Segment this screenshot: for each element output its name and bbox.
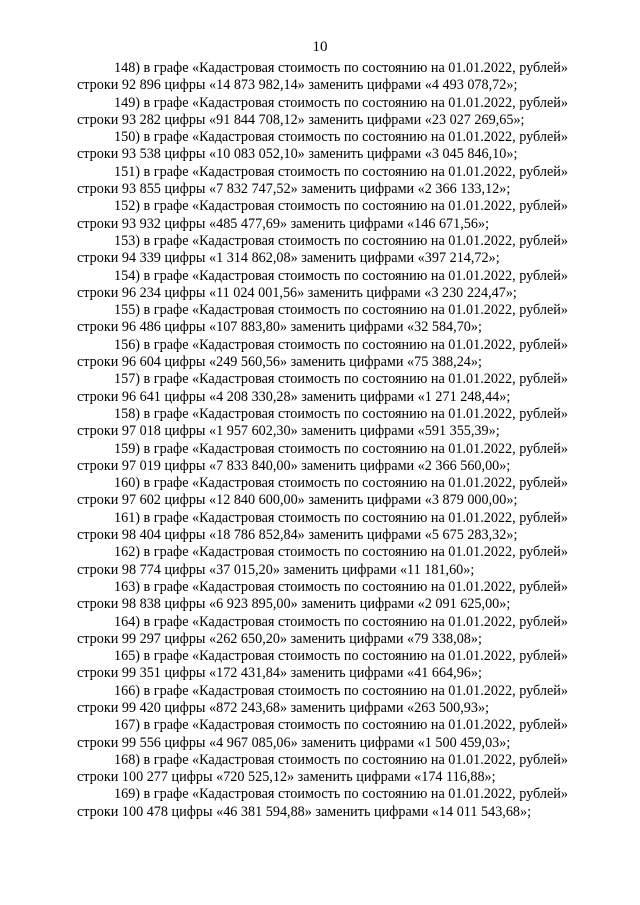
list-item bbox=[77, 337, 607, 372]
item-line-second: строки 99 351 цифры «172 431,84» заменить цифрами «41 664,96»; bbox=[77, 665, 482, 682]
item-line-second: строки 98 404 цифры «18 786 852,84» заменить цифрами «5 675 283,32»; bbox=[77, 527, 518, 544]
item-line-second: строки 99 556 цифры «4 967 085,06» заменить цифрами «1 500 459,03»; bbox=[77, 734, 511, 751]
list-item bbox=[77, 164, 607, 199]
item-line-first: 169) в графе «Кадастровая стоимость по состоянию на 01.01.2022, рублей» bbox=[114, 786, 568, 803]
item-line-first: 151) в графе «Кадастровая стоимость по состоянию на 01.01.2022, рублей» bbox=[114, 163, 568, 180]
list-item bbox=[77, 510, 607, 545]
item-line-second: строки 99 297 цифры «262 650,20» заменить цифрами «79 338,08»; bbox=[77, 630, 482, 647]
list-item bbox=[77, 371, 607, 406]
item-line-second: строки 96 486 цифры «107 883,80» заменить цифрами «32 584,70»; bbox=[77, 319, 482, 336]
list-item bbox=[77, 683, 607, 718]
item-line-first: 168) в графе «Кадастровая стоимость по состоянию на 01.01.2022, рублей» bbox=[114, 751, 568, 768]
item-line-second: строки 93 282 цифры «91 844 708,12» заменить цифрами «23 027 269,65»; bbox=[77, 111, 525, 128]
item-line-first: 159) в графе «Кадастровая стоимость по состоянию на 01.01.2022, рублей» bbox=[114, 440, 568, 457]
item-line-first: 166) в графе «Кадастровая стоимость по состоянию на 01.01.2022, рублей» bbox=[114, 682, 568, 699]
list-item bbox=[77, 579, 607, 614]
list-item bbox=[77, 475, 607, 510]
item-line-first: 160) в графе «Кадастровая стоимость по состоянию на 01.01.2022, рублей» bbox=[114, 475, 568, 492]
item-line-first: 158) в графе «Кадастровая стоимость по состоянию на 01.01.2022, рублей» bbox=[114, 405, 568, 422]
list-item bbox=[77, 60, 607, 95]
item-line-first: 164) в графе «Кадастровая стоимость по состоянию на 01.01.2022, рублей» bbox=[114, 613, 568, 630]
item-line-first: 165) в графе «Кадастровая стоимость по состоянию на 01.01.2022, рублей» bbox=[114, 648, 568, 665]
item-line-first: 161) в графе «Кадастровая стоимость по состоянию на 01.01.2022, рублей» bbox=[114, 509, 568, 526]
list-item bbox=[77, 786, 607, 821]
item-line-second: строки 93 538 цифры «10 083 052,10» заменить цифрами «3 045 846,10»; bbox=[77, 146, 518, 163]
item-line-second: строки 100 277 цифры «720 525,12» заменить цифрами «174 116,88»; bbox=[77, 769, 496, 786]
item-line-first: 154) в графе «Кадастровая стоимость по состоянию на 01.01.2022, рублей» bbox=[114, 267, 568, 284]
item-line-second: строки 93 932 цифры «485 477,69» заменить цифрами «146 671,56»; bbox=[77, 215, 490, 232]
item-line-first: 155) в графе «Кадастровая стоимость по состоянию на 01.01.2022, рублей» bbox=[114, 302, 568, 319]
item-line-second: строки 99 420 цифры «872 243,68» заменить цифрами «263 500,93»; bbox=[77, 699, 490, 716]
item-line-second: строки 96 604 цифры «249 560,56» заменить цифрами «75 388,24»; bbox=[77, 354, 482, 371]
item-line-first: 152) в графе «Кадастровая стоимость по состоянию на 01.01.2022, рублей» bbox=[114, 198, 568, 215]
list-item bbox=[77, 441, 607, 476]
item-line-second: строки 97 018 цифры «1 957 602,30» заменить цифрами «591 355,39»; bbox=[77, 423, 500, 440]
item-line-first: 162) в графе «Кадастровая стоимость по состоянию на 01.01.2022, рублей» bbox=[114, 544, 568, 561]
item-line-first: 163) в графе «Кадастровая стоимость по состоянию на 01.01.2022, рублей» bbox=[114, 578, 568, 595]
list-item bbox=[77, 233, 607, 268]
list-item bbox=[77, 268, 607, 303]
item-line-first: 157) в графе «Кадастровая стоимость по состоянию на 01.01.2022, рублей» bbox=[114, 371, 568, 388]
list-item bbox=[77, 198, 607, 233]
page-number: 10 bbox=[312, 39, 328, 55]
list-item bbox=[77, 406, 607, 441]
item-line-first: 167) в графе «Кадастровая стоимость по состоянию на 01.01.2022, рублей» bbox=[114, 717, 568, 734]
item-line-first: 149) в графе «Кадастровая стоимость по состоянию на 01.01.2022, рублей» bbox=[114, 94, 568, 111]
item-line-first: 148) в графе «Кадастровая стоимость по состоянию на 01.01.2022, рублей» bbox=[114, 60, 568, 76]
list-item bbox=[77, 614, 607, 649]
item-line-second: строки 98 774 цифры «37 015,20» заменить цифрами «11 181,60»; bbox=[77, 561, 475, 578]
item-line-first: 150) в графе «Кадастровая стоимость по состоянию на 01.01.2022, рублей» bbox=[114, 129, 568, 146]
item-line-first: 153) в графе «Кадастровая стоимость по состоянию на 01.01.2022, рублей» bbox=[114, 232, 568, 249]
item-line-second: строки 96 234 цифры «11 024 001,56» заменить цифрами «3 230 224,47»; bbox=[77, 284, 517, 301]
item-line-second: строки 92 896 цифры «14 873 982,14» заменить цифрами «4 493 078,72»; bbox=[77, 77, 518, 94]
item-line-second: строки 96 641 цифры «4 208 330,28» заменить цифрами «1 271 248,44»; bbox=[77, 388, 511, 405]
item-line-second: строки 97 019 цифры «7 833 840,00» заменить цифрами «2 366 560,00»; bbox=[77, 457, 511, 474]
list-item bbox=[77, 717, 607, 752]
list-item bbox=[77, 95, 607, 130]
item-line-second: строки 98 838 цифры «6 923 895,00» заменить цифрами «2 091 625,00»; bbox=[77, 596, 511, 613]
item-line-second: строки 93 855 цифры «7 832 747,52» заменить цифрами «2 366 133,12»; bbox=[77, 181, 511, 198]
list-item bbox=[77, 302, 607, 337]
list-item bbox=[77, 129, 607, 164]
document-body bbox=[77, 60, 607, 821]
item-line-first: 156) в графе «Кадастровая стоимость по состоянию на 01.01.2022, рублей» bbox=[114, 336, 568, 353]
item-line-second: строки 94 339 цифры «1 314 862,08» заменить цифрами «397 214,72»; bbox=[77, 250, 500, 267]
list-item bbox=[77, 752, 607, 787]
list-item bbox=[77, 544, 607, 579]
list-item bbox=[77, 648, 607, 683]
item-line-second: строки 97 602 цифры «12 840 600,00» заменить цифрами «3 879 000,00»; bbox=[77, 492, 518, 509]
item-line-second: строки 100 478 цифры «46 381 594,88» заменить цифрами «14 011 543,68»; bbox=[77, 803, 532, 820]
